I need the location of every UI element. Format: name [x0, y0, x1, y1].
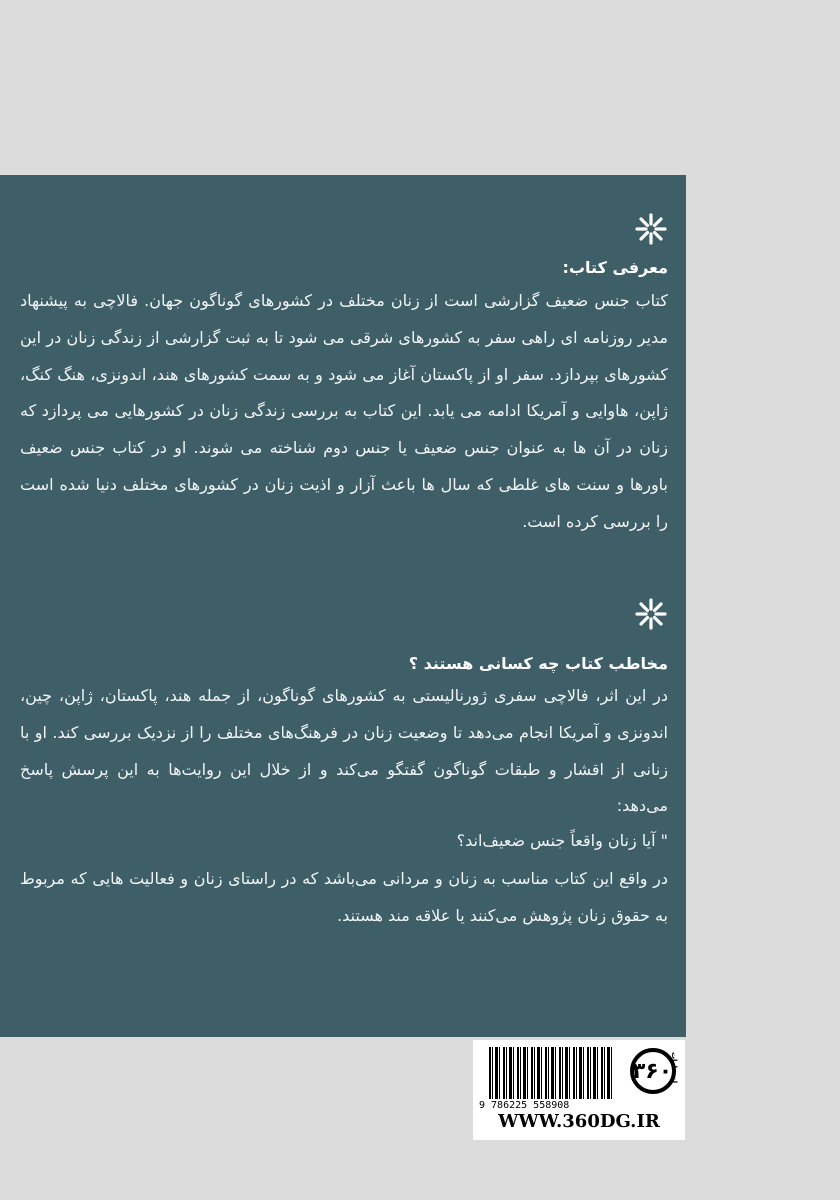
- asterisk-icon: [634, 597, 668, 631]
- section-heading-audience: مخاطب کتاب چه کسانی هستند ؟: [408, 654, 668, 673]
- barcode-label: [473, 1040, 685, 1140]
- isbn-number: 9 786225 558908: [479, 1100, 570, 1111]
- intro-paragraph: کتاب جنس ضعیف گزارشی است از زنان مختلف در کشورهای گوناگون جهان. فالاچی به پیشنهاد مدیر روزنامه ای راهی سفر به کشورهای شرقی می شود تا به ثبت گزارشی از زندگی زنان در این کشورهای بپردازد. سفر او از پاکستان آغاز می شود و به سمت کشورهای هند، اندونزی، هنگ کنگ، ژاپن، هاوایی و آمریکا ادامه می یابد. این کتاب به بررسی زندگی زنان در کشورهایی می پردازد که زنان در آن ها به عنوان جنس ضعیف یا جنس دوم شناخته می شوند. او در کتاب جنس ضعیف باورها و سنت های غلطی که سال ها باعث آزار و اذیت زنان در کشورهای مختلف دنیا شده است را بررسی کرده است.: [20, 291, 668, 531]
- asterisk-icon: [634, 212, 668, 246]
- barcode-bars: [489, 1047, 615, 1099]
- audience-paragraph: در این اثر، فالاچی سفری ژورنالیستی به کشورهای گوناگون، از جمله هند، پاکستان، ژاپن، چین، اندونزی و آمریکا انجام می‌دهد تا وضعیت زنان در فرهنگ‌های مختلف را از نزدیک بررسی کند. او با زنانی از اقشار و طبقات گوناگون گفتگو می‌کند و از خلال این روایت‌ها به این پرسش پاسخ می‌دهد:: [20, 686, 668, 816]
- publisher-website: WWW.360DG.IR: [498, 1111, 660, 1132]
- publisher-logo-label: انتشارات: [670, 1052, 678, 1084]
- quote-line: " آیا زنان واقعاً جنس ضعیف‌اند؟: [456, 831, 668, 850]
- publisher-logo: [628, 1046, 676, 1098]
- publisher-logo-numeral: ۳۶۰: [631, 1059, 673, 1084]
- back-cover-panel: [0, 175, 686, 1037]
- section-heading-intro: معرفی کتاب:: [562, 258, 668, 277]
- closing-paragraph: در واقع این کتاب مناسب به زنان و مردانی می‌باشد که در راستای زنان و فعالیت هایی که مربوط به حقوق زنان پژوهش می‌کنند یا علاقه مند هستند.: [20, 869, 668, 925]
